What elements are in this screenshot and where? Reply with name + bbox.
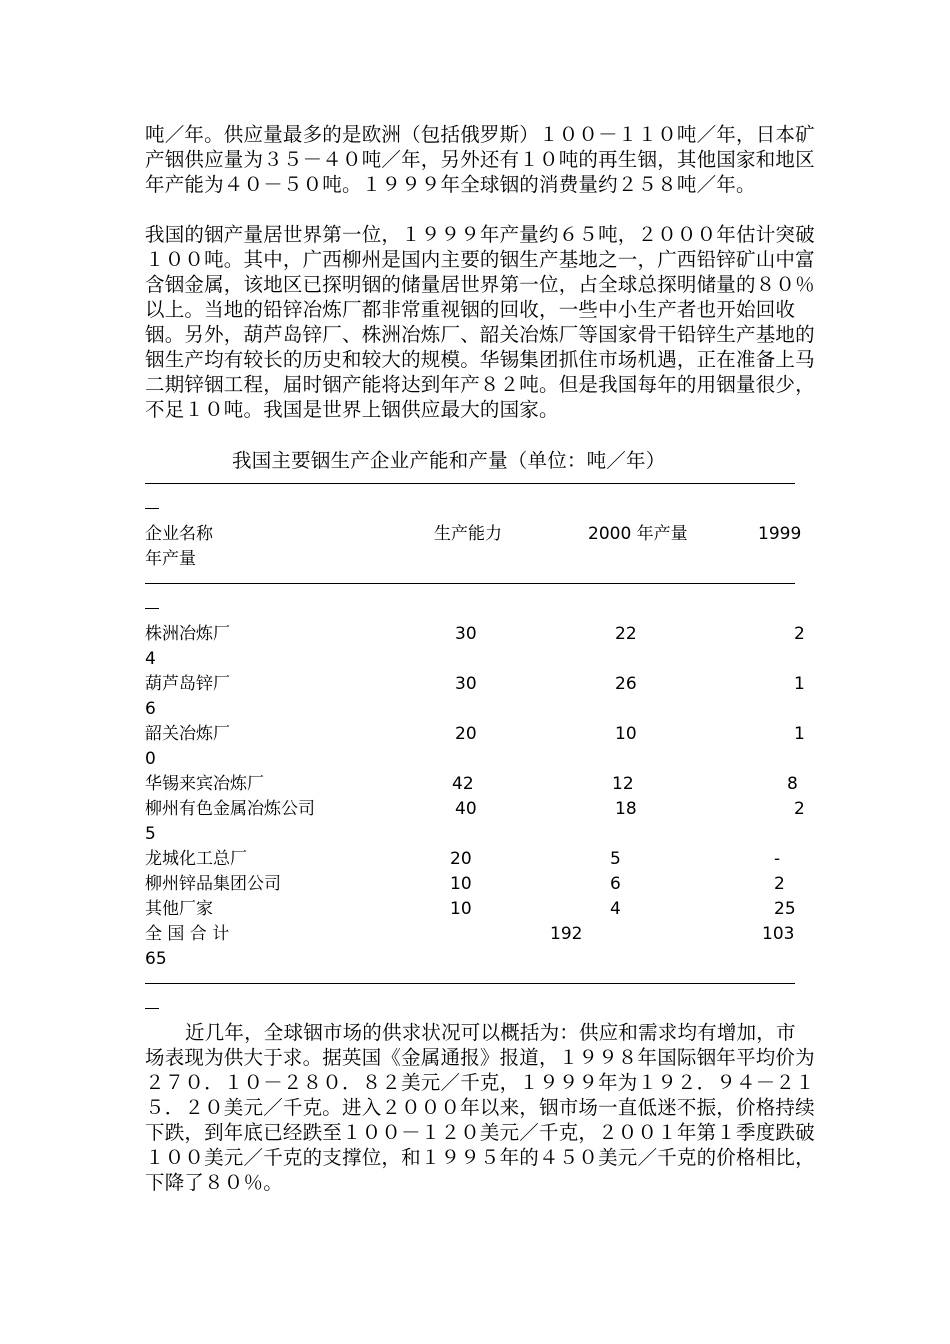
table-top-rule (145, 483, 795, 484)
header-output-2000: 2000 年产量 (588, 524, 688, 544)
table-header-rule (145, 583, 795, 584)
table-caption: 我国主要铟生产企业产能和产量（单位：吨／年） (232, 449, 666, 472)
row-capacity: 20 (455, 724, 477, 744)
table-top-rule-wrap (145, 508, 159, 509)
row-capacity: 30 (455, 624, 477, 644)
table-bottom-rule (145, 983, 795, 984)
total-output-2000: 103 (762, 924, 795, 944)
row-output-1999: 2 (774, 874, 785, 894)
table-header-rule-wrap (145, 608, 159, 609)
row-output-2000: 4 (610, 899, 621, 919)
row-output-1999: 2 (794, 624, 805, 644)
row-output-2000: 5 (610, 849, 621, 869)
header-name: 企业名称 (145, 524, 213, 544)
row-output-1999: - (774, 849, 781, 869)
row-name: 柳州有色金属冶炼公司 (145, 799, 315, 819)
row-output-1999: 1 (794, 674, 805, 694)
header-capacity: 生产能力 (434, 524, 502, 544)
row-output-1999: 2 (794, 799, 805, 819)
row-capacity: 40 (455, 799, 477, 819)
table-bottom-rule-wrap (145, 1008, 159, 1009)
total-capacity: 192 (550, 924, 583, 944)
row-name: 柳州锌品集团公司 (145, 874, 281, 894)
row-capacity: 10 (450, 899, 472, 919)
row-output-2000: 12 (612, 774, 634, 794)
row-output-2000: 26 (615, 674, 637, 694)
row-output-2000: 18 (615, 799, 637, 819)
total-output-1999: 65 (145, 949, 167, 969)
row-name: 韶关冶炼厂 (145, 724, 230, 744)
row-capacity: 30 (455, 674, 477, 694)
row-name: 其他厂家 (145, 899, 213, 919)
header-output-1999-wrap: 年产量 (145, 549, 196, 569)
row-output-1999-wrap: 6 (145, 699, 156, 719)
row-output-2000: 6 (610, 874, 621, 894)
row-name: 华锡来宾冶炼厂 (145, 774, 264, 794)
row-name: 株洲冶炼厂 (145, 624, 230, 644)
row-output-1999-wrap: 0 (145, 749, 156, 769)
row-capacity: 42 (452, 774, 474, 794)
intro-paragraph: 吨／年。供应量最多的是欧洲（包括俄罗斯）１００－１１０吨／年，日本矿产铟供应量为３５－４０吨／年，另外还有１０吨的再生铟，其他国家和地区年产能为４０－５０吨。１９９９年全球铟的消费量约２５８吨／年。 (145, 123, 815, 196)
row-output-2000: 22 (615, 624, 637, 644)
row-output-1999-wrap: 5 (145, 824, 156, 844)
china-production-paragraph: 我国的铟产量居世界第一位，１９９９年产量约６５吨，２０００年估计突破１００吨。其中，广西柳州是国内主要的铟生产基地之一，广西铅锌矿山中富含铟金属，该地区已探明铟的储量居世界第一位，占全球总探明储量的８０％以上。当地的铅锌冶炼厂都非常重视铟的回收，一些中小生产者也开始回收铟。另外，葫芦岛锌厂、株洲冶炼厂、韶关冶炼厂等国家骨干铅锌生产基地的铟生产均有较长的历史和较大的规模。华锡集团抓住市场机遇，正在准备上马二期锌铟工程，届时铟产能将达到年产８２吨。但是我国每年的用铟量很少，不足１０吨。我国是世界上铟供应最大的国家。 (145, 223, 815, 421)
total-name: 全 国 合 计 (145, 924, 230, 944)
row-output-1999-wrap: 4 (145, 649, 156, 669)
row-output-1999: 25 (774, 899, 796, 919)
row-name: 葫芦岛锌厂 (145, 674, 230, 694)
market-paragraph: 近几年，全球铟市场的供求状况可以概括为：供应和需求均有增加，市场表现为供大于求。据英国《金属通报》报道，１９９８年国际铟年平均价为２７０．１０－２８０．８２美元／千克，１９９９年为１９２．９４－２１５．２０美元／千克。进入２０００年以来，铟市场一直低迷不振，价格持续下跌，到年底已经跌至１００－１２０美元／千克，２００１年第１季度跌破１００美元／千克的支撑位，和１９９５年的４５０美元／千克的价格相比，下降了８０％。 (145, 1021, 815, 1194)
header-output-1999: 1999 (758, 524, 802, 544)
row-output-1999: 8 (787, 774, 798, 794)
row-capacity: 20 (450, 849, 472, 869)
row-output-1999: 1 (794, 724, 805, 744)
row-capacity: 10 (450, 874, 472, 894)
row-name: 龙城化工总厂 (145, 849, 247, 869)
row-output-2000: 10 (615, 724, 637, 744)
